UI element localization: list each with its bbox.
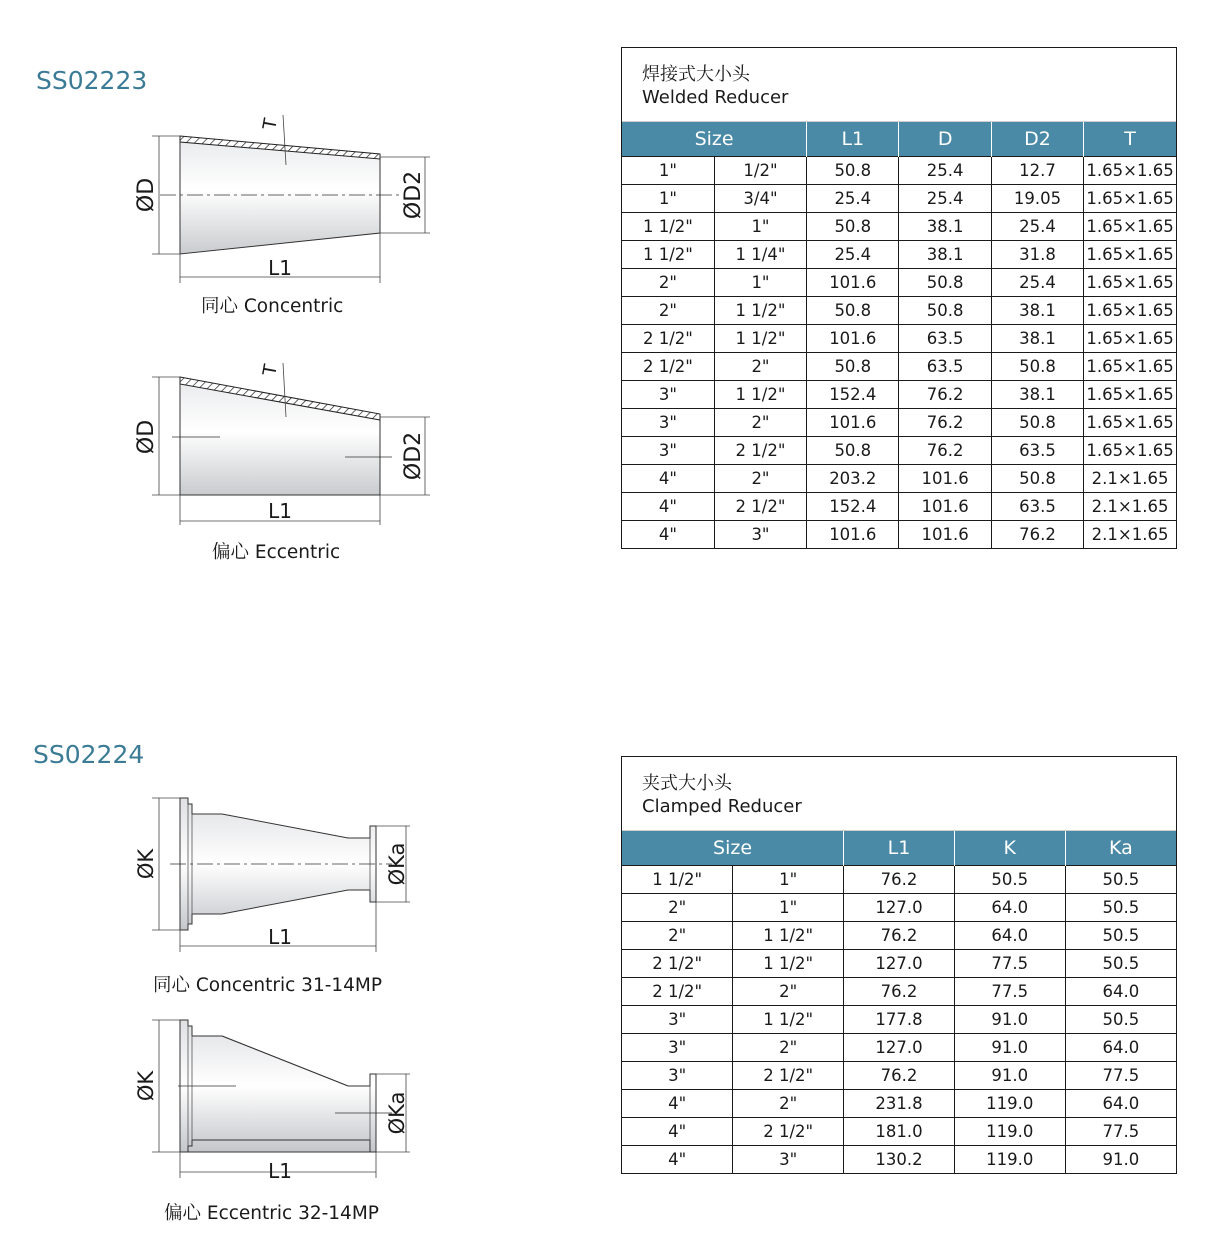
table-cell: 2": [622, 922, 733, 950]
table-cell: 2": [622, 894, 733, 922]
table-cell: 38.1: [899, 213, 991, 241]
table-cell: 1 1/2": [733, 922, 844, 950]
dim-d-label: ØD: [134, 177, 159, 213]
table-cell: 25.4: [991, 213, 1083, 241]
table-cell: 50.5: [1065, 950, 1176, 978]
table-cell: 3": [622, 1034, 733, 1062]
table-cell: 1/2": [714, 157, 806, 185]
table-cell: 91.0: [954, 1034, 1065, 1062]
table-cell: 64.0: [1065, 1034, 1176, 1062]
table-cell: 203.2: [807, 465, 899, 493]
table-cell: 50.8: [807, 353, 899, 381]
dim-t-label-ecc: T: [259, 362, 282, 378]
table-cell: 38.1: [991, 297, 1083, 325]
table-cell: 2.1×1.65: [1084, 521, 1176, 549]
table-cell: 119.0: [954, 1146, 1065, 1174]
table-cell: 63.5: [899, 353, 991, 381]
table-cell: 77.5: [954, 978, 1065, 1006]
table-cell: 50.8: [807, 297, 899, 325]
table-cell: 1": [714, 213, 806, 241]
clamped-table-body: [622, 866, 1176, 1174]
table-cell: 3": [622, 1062, 733, 1090]
table-cell: 2": [714, 409, 806, 437]
table-cell: 1": [622, 185, 714, 213]
col-l1: L1: [807, 122, 899, 157]
table-row: [622, 493, 1176, 521]
table-cell: 50.5: [1065, 866, 1176, 894]
table-cell: 1.65×1.65: [1084, 381, 1176, 409]
table-cell: 101.6: [899, 493, 991, 521]
table-cell: 127.0: [844, 894, 955, 922]
table-cell: 63.5: [991, 437, 1083, 465]
clamped-concentric-caption: 同心 Concentric 31-14MP: [153, 975, 383, 996]
table-cell: 63.5: [899, 325, 991, 353]
clamped-table-title: 夹式大小头 Clamped Reducer: [622, 757, 1176, 831]
table-cell: 64.0: [1065, 978, 1176, 1006]
table-cell: 1.65×1.65: [1084, 297, 1176, 325]
table-row: [622, 381, 1176, 409]
dim-k-label-ecc: ØK: [134, 1070, 158, 1102]
table-row: [622, 950, 1176, 978]
table-cell: 2 1/2": [622, 950, 733, 978]
welded-eccentric-drawing: [130, 355, 440, 545]
table-cell: 50.8: [991, 465, 1083, 493]
welded-eccentric-caption: 偏心 Eccentric: [212, 542, 341, 563]
table-row: [622, 185, 1176, 213]
table-cell: 50.8: [807, 157, 899, 185]
table-cell: 119.0: [954, 1118, 1065, 1146]
dim-d2-label-ecc: ØD2: [401, 431, 426, 481]
table-cell: 50.5: [1065, 894, 1176, 922]
table-cell: 1": [714, 269, 806, 297]
table-cell: 64.0: [954, 894, 1065, 922]
table-row: [622, 894, 1176, 922]
table-cell: 3": [622, 437, 714, 465]
table-cell: 4": [622, 1090, 733, 1118]
table-cell: 76.2: [844, 978, 955, 1006]
table-row: [622, 353, 1176, 381]
table-cell: 3/4": [714, 185, 806, 213]
table-row: [622, 1146, 1176, 1174]
table-cell: 177.8: [844, 1006, 955, 1034]
dim-l1-label: L1: [268, 256, 292, 280]
table-cell: 2": [714, 465, 806, 493]
table-cell: 50.8: [991, 409, 1083, 437]
table-row: [622, 1062, 1176, 1090]
table-cell: 3": [622, 1006, 733, 1034]
table-cell: 76.2: [991, 521, 1083, 549]
table-cell: 1.65×1.65: [1084, 353, 1176, 381]
table-cell: 50.8: [807, 213, 899, 241]
table-cell: 2 1/2": [622, 978, 733, 1006]
table-cell: 50.5: [1065, 1006, 1176, 1034]
col-ka: Ka: [1065, 831, 1176, 866]
table-cell: 1.65×1.65: [1084, 213, 1176, 241]
table-cell: 1.65×1.65: [1084, 157, 1176, 185]
table-cell: 76.2: [844, 866, 955, 894]
table-row: [622, 1090, 1176, 1118]
table-cell: 3": [622, 381, 714, 409]
table-cell: 101.6: [807, 521, 899, 549]
table-cell: 76.2: [844, 1062, 955, 1090]
dim-ka-label-ecc: ØKa: [385, 1091, 409, 1135]
table-cell: 12.7: [991, 157, 1083, 185]
table-cell: 101.6: [807, 409, 899, 437]
table-cell: 25.4: [991, 269, 1083, 297]
table-cell: 50.8: [899, 297, 991, 325]
table-cell: 38.1: [899, 241, 991, 269]
table-cell: 1 1/2": [622, 213, 714, 241]
welded-concentric-drawing: [130, 105, 440, 295]
dim-ka-label: ØKa: [385, 842, 409, 886]
table-cell: 4": [622, 465, 714, 493]
table-cell: 77.5: [954, 950, 1065, 978]
table-cell: 2 1/2": [733, 1062, 844, 1090]
table-cell: 1.65×1.65: [1084, 269, 1176, 297]
table-cell: 2": [733, 978, 844, 1006]
table-cell: 77.5: [1065, 1118, 1176, 1146]
table-cell: 101.6: [807, 325, 899, 353]
table-cell: 101.6: [899, 521, 991, 549]
welded-table-body: [622, 157, 1176, 549]
table-cell: 152.4: [807, 381, 899, 409]
table-cell: 3": [622, 409, 714, 437]
table-cell: 1.65×1.65: [1084, 241, 1176, 269]
table-row: [622, 465, 1176, 493]
table-cell: 1 1/2": [714, 381, 806, 409]
table-cell: 4": [622, 1146, 733, 1174]
table-cell: 38.1: [991, 381, 1083, 409]
product-code-ss02224: SS02224: [33, 740, 145, 769]
clamped-eccentric-drawing: [130, 1012, 430, 1182]
dim-t-label: T: [259, 116, 282, 132]
table-cell: 2": [714, 353, 806, 381]
dim-l1-label-clamp: L1: [268, 925, 292, 949]
table-row: [622, 157, 1176, 185]
table-cell: 25.4: [807, 241, 899, 269]
table-cell: 1.65×1.65: [1084, 437, 1176, 465]
table-cell: 101.6: [807, 269, 899, 297]
table-cell: 1 1/4": [714, 241, 806, 269]
table-cell: 25.4: [899, 157, 991, 185]
table-cell: 4": [622, 493, 714, 521]
table-cell: 127.0: [844, 1034, 955, 1062]
table-cell: 231.8: [844, 1090, 955, 1118]
table-row: [622, 866, 1176, 894]
table-cell: 38.1: [991, 325, 1083, 353]
table-cell: 1 1/2": [733, 1006, 844, 1034]
table-cell: 25.4: [807, 185, 899, 213]
table-cell: 1": [733, 894, 844, 922]
table-row: [622, 978, 1176, 1006]
table-cell: 76.2: [844, 922, 955, 950]
welded-table-title: 焊接式大小头 Welded Reducer: [622, 48, 1176, 122]
col-l1-clamp: L1: [844, 831, 955, 866]
table-cell: 31.8: [991, 241, 1083, 269]
dim-k-label: ØK: [134, 848, 158, 880]
table-cell: 2": [733, 1090, 844, 1118]
table-row: [622, 922, 1176, 950]
table-cell: 152.4: [807, 493, 899, 521]
clamped-concentric-drawing: [130, 790, 430, 960]
dim-l1-label-ecc: L1: [268, 499, 292, 523]
table-row: [622, 1006, 1176, 1034]
col-d2: D2: [991, 122, 1083, 157]
table-cell: 91.0: [1065, 1146, 1176, 1174]
table-cell: 4": [622, 1118, 733, 1146]
table-cell: 2": [733, 1034, 844, 1062]
dim-d2-label: ØD2: [401, 170, 426, 220]
table-row: [622, 1118, 1176, 1146]
table-cell: 50.5: [1065, 922, 1176, 950]
table-cell: 1 1/2": [714, 325, 806, 353]
table-cell: 76.2: [899, 437, 991, 465]
table-cell: 3": [714, 521, 806, 549]
table-cell: 2 1/2": [622, 353, 714, 381]
table-row: [622, 437, 1176, 465]
table-cell: 181.0: [844, 1118, 955, 1146]
table-cell: 2.1×1.65: [1084, 493, 1176, 521]
table-cell: 2.1×1.65: [1084, 465, 1176, 493]
table-cell: 1 1/2": [733, 950, 844, 978]
col-size-clamp: Size: [622, 831, 844, 866]
table-row: [622, 269, 1176, 297]
table-cell: 63.5: [991, 493, 1083, 521]
table-cell: 2": [622, 297, 714, 325]
table-cell: 1.65×1.65: [1084, 409, 1176, 437]
table-cell: 91.0: [954, 1062, 1065, 1090]
table-row: [622, 409, 1176, 437]
table-cell: 64.0: [954, 922, 1065, 950]
table-cell: 50.8: [991, 353, 1083, 381]
table-cell: 2 1/2": [714, 493, 806, 521]
table-cell: 1": [733, 866, 844, 894]
table-cell: 1 1/2": [714, 297, 806, 325]
table-cell: 1 1/2": [622, 241, 714, 269]
product-code-ss02223: SS02223: [36, 66, 148, 95]
table-cell: 2 1/2": [733, 1118, 844, 1146]
table-cell: 4": [622, 521, 714, 549]
table-cell: 50.5: [954, 866, 1065, 894]
clamped-eccentric-caption: 偏心 Eccentric 32-14MP: [164, 1203, 379, 1224]
table-cell: 119.0: [954, 1090, 1065, 1118]
table-cell: 50.8: [807, 437, 899, 465]
col-k: K: [954, 831, 1065, 866]
table-row: [622, 325, 1176, 353]
table-cell: 25.4: [899, 185, 991, 213]
table-cell: 1": [622, 157, 714, 185]
table-cell: 1.65×1.65: [1084, 185, 1176, 213]
table-cell: 101.6: [899, 465, 991, 493]
table-row: [622, 297, 1176, 325]
dim-l1-label-clamp-ecc: L1: [268, 1159, 292, 1182]
table-cell: 2": [622, 269, 714, 297]
table-cell: 77.5: [1065, 1062, 1176, 1090]
table-cell: 64.0: [1065, 1090, 1176, 1118]
table-row: [622, 1034, 1176, 1062]
table-cell: 2 1/2": [714, 437, 806, 465]
table-cell: 3": [733, 1146, 844, 1174]
table-row: [622, 521, 1176, 549]
table-cell: 76.2: [899, 409, 991, 437]
table-cell: 50.8: [899, 269, 991, 297]
col-t: T: [1084, 122, 1176, 157]
table-row: [622, 213, 1176, 241]
table-cell: 2 1/2": [622, 325, 714, 353]
table-cell: 130.2: [844, 1146, 955, 1174]
col-size: Size: [622, 122, 807, 157]
table-cell: 19.05: [991, 185, 1083, 213]
table-cell: 1 1/2": [622, 866, 733, 894]
table-cell: 91.0: [954, 1006, 1065, 1034]
col-d: D: [899, 122, 991, 157]
table-row: [622, 241, 1176, 269]
welded-reducer-table: [621, 47, 1177, 549]
table-cell: 127.0: [844, 950, 955, 978]
table-cell: 1.65×1.65: [1084, 325, 1176, 353]
clamped-reducer-table: [621, 756, 1177, 1174]
table-cell: 76.2: [899, 381, 991, 409]
dim-d-label-ecc: ØD: [134, 419, 159, 455]
welded-concentric-caption: 同心 Concentric: [201, 296, 344, 317]
